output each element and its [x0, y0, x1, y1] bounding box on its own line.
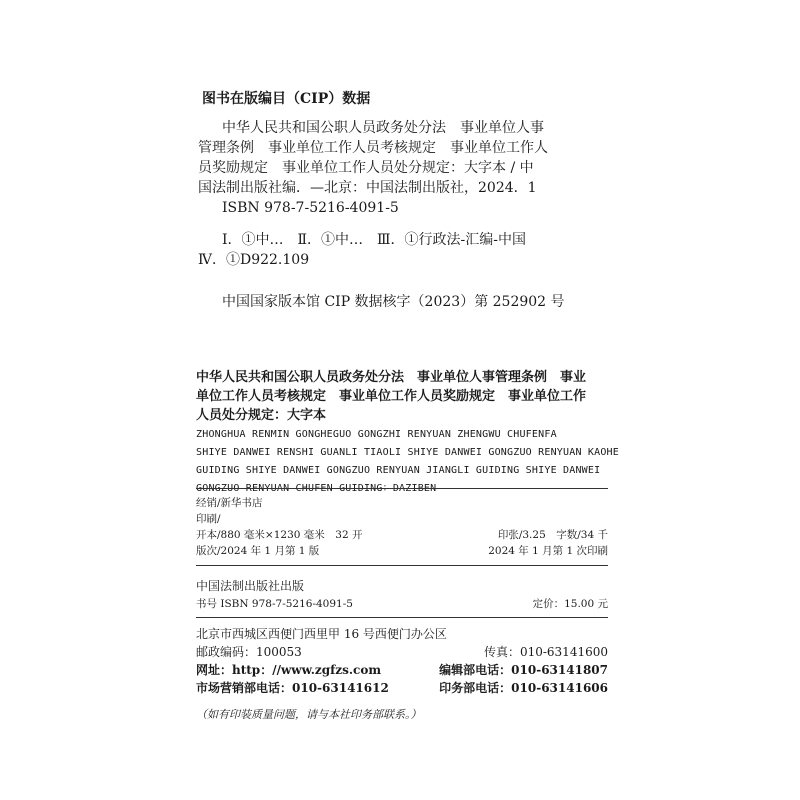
website-row — [196, 661, 608, 678]
cip-classification: Ⅳ．①D922.109 — [198, 252, 310, 268]
divider — [196, 617, 608, 618]
phone-row — [196, 679, 608, 696]
pinyin-line: ZHONGHUA RENMIN GONGHEGUO GONGZHI RENYUAN ZHENGWU CHUFENFA — [196, 429, 557, 440]
divider — [196, 565, 608, 566]
cip-line: 中华人民共和国公职人员政务处分法 事业单位人事 — [222, 120, 544, 136]
printing: 2024 年 1 月第 1 次印刷 — [488, 545, 608, 557]
edition: 版次/2024 年 1 月第 1 版 — [196, 545, 320, 557]
book-format: 开本/880 毫米×1230 毫米 32 开 — [196, 529, 363, 541]
distributor: 经销/新华书店 — [196, 497, 263, 509]
book-title — [196, 368, 608, 425]
postcode-row — [196, 643, 608, 660]
postcode: 邮政编码：100053 — [196, 645, 302, 659]
divider — [196, 488, 608, 489]
cip-line: 管理条例 事业单位工作人员考核规定 事业单位工作人 — [198, 140, 548, 156]
publisher-name: 中国法制出版社出版 — [196, 579, 305, 593]
pinyin-line: SHIYE DANWEI RENSHI GUANLI TIAOLI SHIYE DANWEI GONGZUO RENYUAN KAOHE — [196, 447, 619, 458]
website: 网址：http：//www.zgfzs.com — [196, 663, 382, 677]
book-price: 定价：15.00 元 — [532, 598, 608, 610]
book-title-line: 人员处分规定：大字本 — [196, 408, 327, 423]
cip-heading: 图书在版编目（CIP）数据 — [202, 91, 371, 107]
sheets-words: 印张/3.25 字数/34 千 — [497, 529, 608, 541]
printing-dept-phone: 印务部电话：010-63141606 — [439, 681, 608, 695]
printer: 印刷/ — [196, 513, 221, 525]
fax: 传真：010-63141600 — [483, 645, 608, 659]
edition-row — [196, 543, 608, 558]
cip-isbn: ISBN 978-7-5216-4091-5 — [222, 200, 399, 216]
cip-verification: 中国国家版本馆 CIP 数据核字（2023）第 252902 号 — [222, 294, 565, 310]
pinyin-line: GUIDING SHIYE DANWEI GONGZUO RENYUAN JIANGLI GUIDING SHIYE DANWEI — [196, 465, 601, 476]
editorial-phone: 编辑部电话：010-63141807 — [439, 663, 608, 677]
cip-line: 国法制出版社编．—北京：中国法制出版社，2024．1 — [198, 180, 537, 196]
book-title-line: 中华人民共和国公职人员政务处分法 事业单位人事管理条例 事业 — [196, 370, 587, 385]
cip-line: 员奖励规定 事业单位工作人员处分规定：大字本 / 中 — [198, 160, 534, 176]
book-isbn: 书号 ISBN 978-7-5216-4091-5 — [196, 598, 353, 610]
cip-record — [198, 118, 593, 312]
publisher-address: 北京市西城区西便门西里甲 16 号西便门办公区 — [196, 627, 447, 641]
pinyin-line: GONGZUO RENYUAN CHUFEN GUIDING：DAZIBEN — [196, 483, 437, 494]
book-title-line: 单位工作人员考核规定 事业单位工作人员奖励规定 事业单位工作 — [196, 389, 587, 404]
format-row — [196, 527, 608, 542]
quality-note: （如有印装质量问题，请与本社印务部联系。） — [196, 708, 422, 721]
cip-classification: Ⅰ．①中… Ⅱ．①中… Ⅲ．①行政法-汇编-中国 — [222, 232, 527, 248]
marketing-phone: 市场营销部电话：010-63141612 — [196, 681, 389, 695]
isbn-row — [196, 596, 608, 611]
